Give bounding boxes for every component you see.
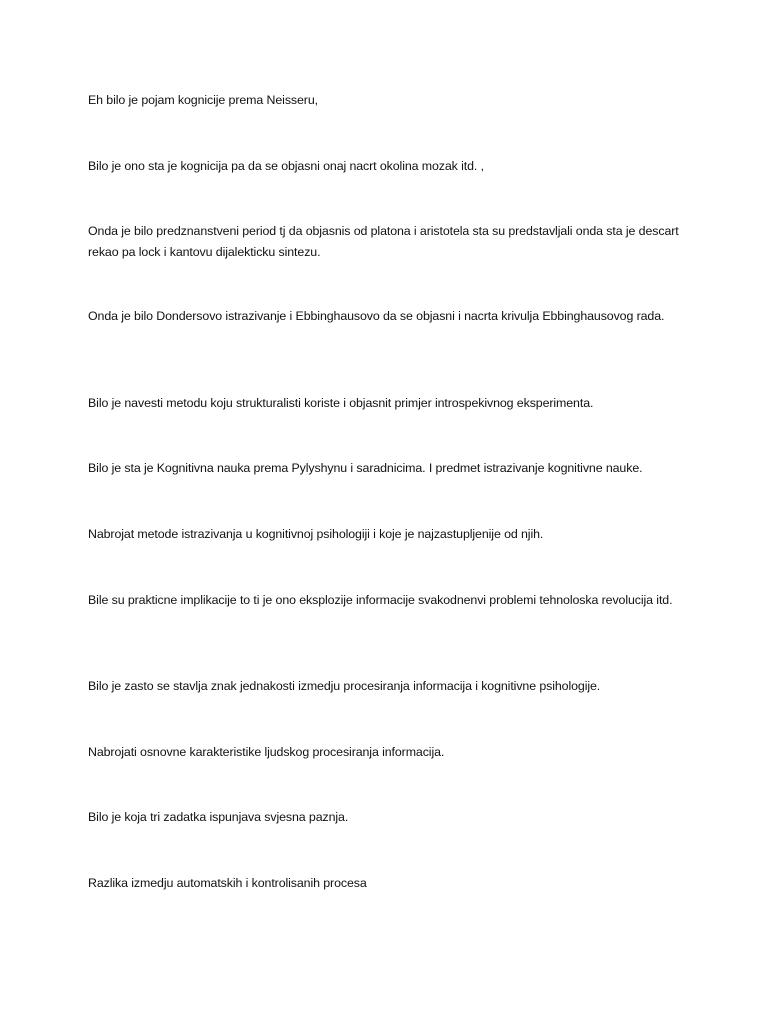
paragraph-8: Bile su prakticne implikacije to ti je ono eksplozije informacije svakodnenvi problemi tehnoloska revolucija itd. (88, 593, 673, 607)
paragraph-2: Bilo je ono sta je kognicija pa da se objasni onaj nacrt okolina mozak itd. , (88, 159, 484, 173)
paragraph-4: Onda je bilo Dondersovo istrazivanje i Ebbinghausovo da se objasni i nacrta krivulja Ebbinghausovog rada. (88, 309, 665, 323)
paragraph-5: Bilo je navesti metodu koju strukturalisti koriste i objasnit primjer introspekivnog eksperimenta. (88, 396, 594, 410)
paragraph-12: Razlika izmedju automatskih i kontrolisanih procesa (88, 876, 367, 890)
paragraph-11: Bilo je koja tri zadatka ispunjava svjesna paznja. (88, 810, 349, 824)
paragraph-3: Onda je bilo predznanstveni period tj da objasnis od platona i aristotela sta su predstavljali onda sta je descart rekao pa lock i kantovu dijalekticku sintezu. (88, 224, 679, 259)
paragraph-10: Nabrojati osnovne karakteristike ljudskog procesiranja informacija. (88, 745, 445, 759)
paragraph-7: Nabrojat metode istrazivanja u kognitivnoj psihologiji i koje je najzastupljenije od njih. (88, 527, 544, 541)
paragraph-9: Bilo je zasto se stavlja znak jednakosti izmedju procesiranja informacija i kognitivne psihologije. (88, 679, 601, 693)
paragraph-1: Eh bilo je pojam kognicije prema Neisseru, (88, 93, 318, 107)
paragraph-6: Bilo je sta je Kognitivna nauka prema Pylyshynu i saradnicima. I predmet istrazivanje kognitivne nauke. (88, 461, 643, 475)
